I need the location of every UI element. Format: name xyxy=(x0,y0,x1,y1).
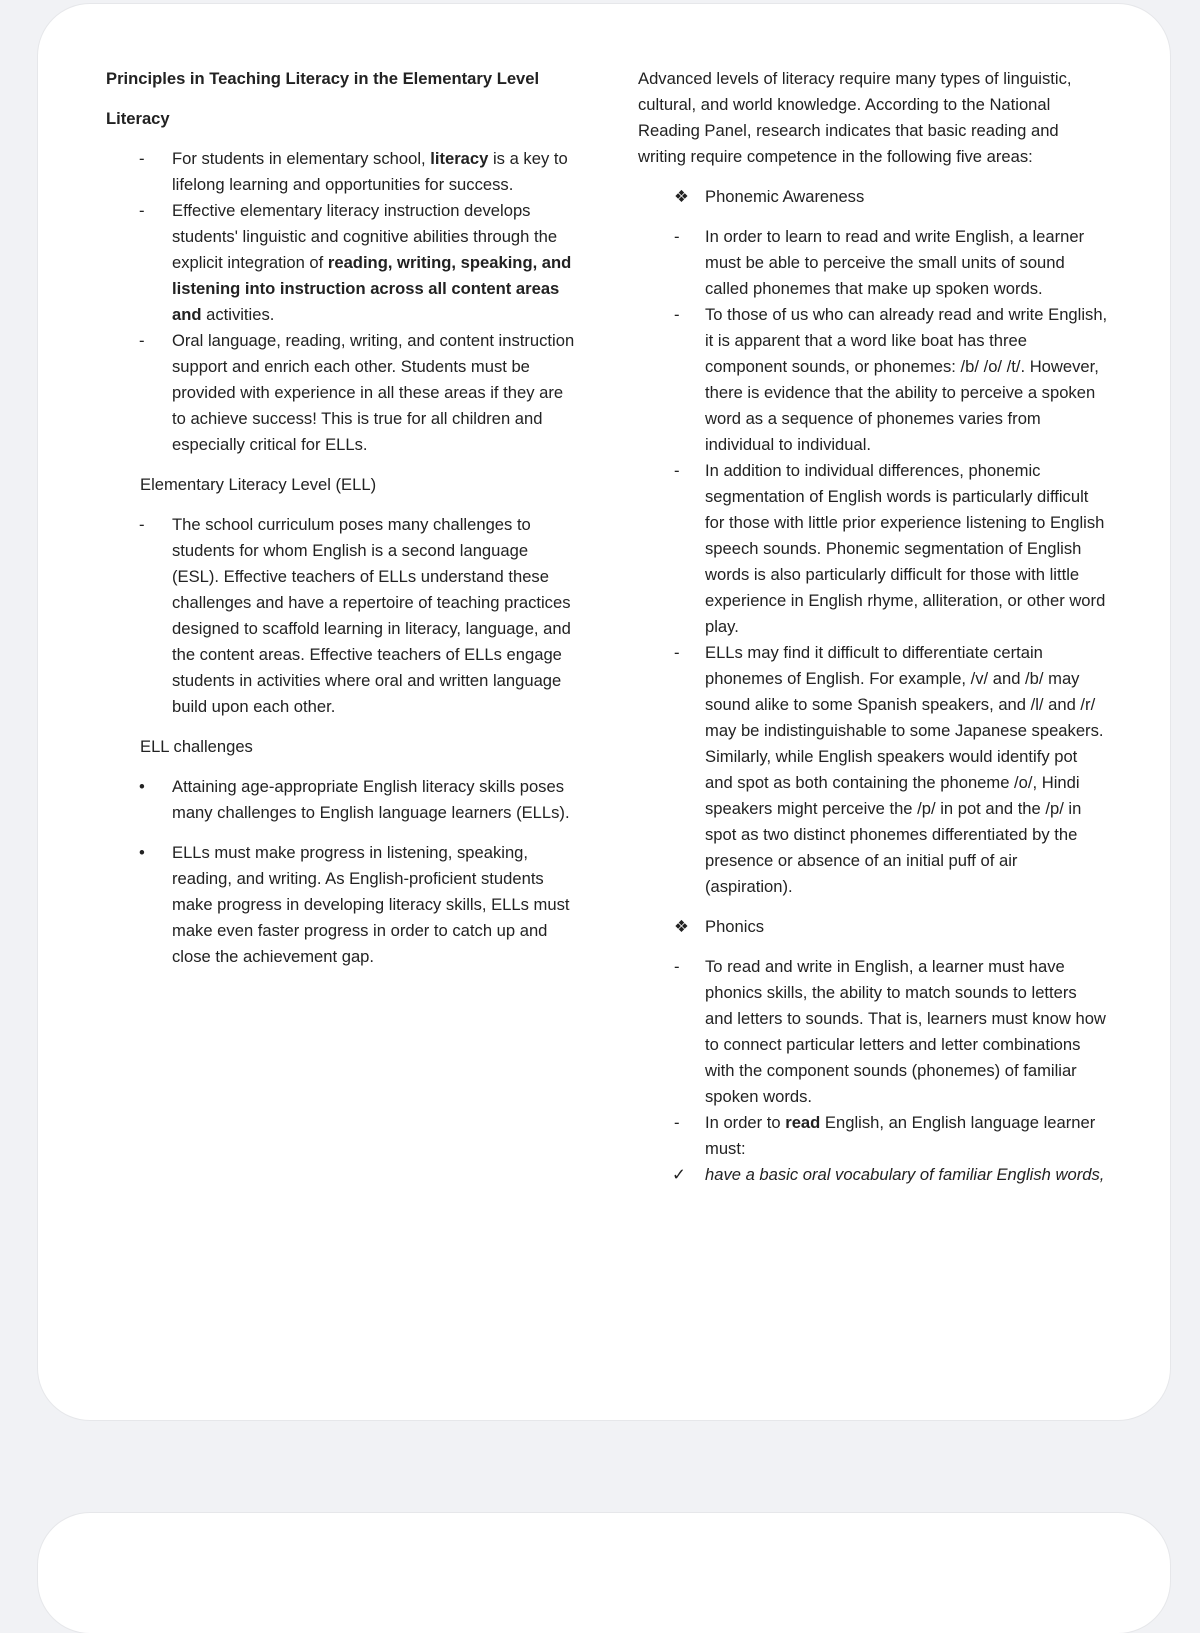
dash-marker: - xyxy=(674,305,680,324)
list-item: - In order to read English, an English language learner must: xyxy=(638,1110,1108,1162)
dash-marker: - xyxy=(674,461,680,480)
right-column xyxy=(638,66,1108,1188)
dash-marker: - xyxy=(674,227,680,246)
phonemic-awareness-heading: ❖ Phonemic Awareness xyxy=(638,184,1108,210)
list-item: - Effective elementary literacy instruction develops students' linguistic and cognitive abilities through the explicit integration of reading, writing, speaking, and listening into instruction across all content areas and activities. xyxy=(106,198,576,328)
diamond-icon: ❖ xyxy=(674,917,689,936)
list-item: - In order to learn to read and write English, a learner must be able to perceive the small units of sound called phonemes that make up spoken words. xyxy=(638,224,1108,302)
ell-challenges-list xyxy=(106,774,576,970)
list-item: • Attaining age-appropriate English literacy skills poses many challenges to English language learners (ELLs). xyxy=(106,774,576,826)
phonics-list xyxy=(638,954,1108,1162)
bullet-marker: • xyxy=(139,777,145,796)
document-title: Principles in Teaching Literacy in the Elementary Level xyxy=(106,69,540,88)
dash-marker: - xyxy=(139,149,145,168)
intro-paragraph: Advanced levels of literacy require many types of linguistic, cultural, and world knowledge. According to the National Reading Panel, research indicates that basic reading and writing require competence in the following five areas: xyxy=(638,69,1072,166)
dash-marker: - xyxy=(674,957,680,976)
list-item: - In addition to individual differences, phonemic segmentation of English words is particularly difficult for those with little prior experience listening to English speech sounds. Phonemic segmentation of English words is also particularly difficult for those with little experience in English rhyme, alliteration, or other word play. xyxy=(638,458,1108,640)
ell-list xyxy=(106,512,576,720)
dash-marker: - xyxy=(139,331,145,350)
list-item: - To those of us who can already read and write English, it is apparent that a word like boat has three component sounds, or phonemes: /b/ /o/ /t/. However, there is evidence that the ability to perceive a spoken word as a sequence of phonemes varies from individual to individual. xyxy=(638,302,1108,458)
left-column xyxy=(106,66,576,984)
dash-marker: - xyxy=(139,201,145,220)
list-item: - The school curriculum poses many challenges to students for whom English is a second language (ESL). Effective teachers of ELLs understand these challenges and have a repertoire of teaching practices designed to scaffold learning in literacy, language, and the content areas. Effective teachers of ELLs engage students in activities where oral and written language build upon each other. xyxy=(106,512,576,720)
literacy-list xyxy=(106,146,576,458)
list-item: - To read and write in English, a learner must have phonics skills, the ability to match sounds to letters and letters to sounds. That is, learners must know how to connect particular letters and letter combinations with the component sounds (phonemes) of familiar spoken words. xyxy=(638,954,1108,1110)
list-item: - For students in elementary school, literacy is a key to lifelong learning and opportunities for success. xyxy=(106,146,576,198)
ell-heading: Elementary Literacy Level (ELL) xyxy=(140,475,377,494)
dash-marker: - xyxy=(674,643,680,662)
ell-challenges-heading: ELL challenges xyxy=(140,737,253,756)
list-item: - ELLs may find it difficult to differentiate certain phonemes of English. For example, /v/ and /b/ may sound alike to some Spanish speakers, and /l/ and /r/ may be indistinguishable to some Japanese speakers. Similarly, while English speakers would identify pot and spot as both containing the phoneme /o/, Hindi speakers might perceive the /p/ in pot and the /p/ in spot as two distinct phonemes differentiated by the presence or absence of an initial puff of air (aspiration). xyxy=(638,640,1108,900)
phonemic-list xyxy=(638,224,1108,900)
list-item: - Oral language, reading, writing, and content instruction support and enrich each other. Students must be provided with experience in all these areas if they are to achieve success! This is true for all children and especially critical for ELLs. xyxy=(106,328,576,458)
check-list-item: ✓ have a basic oral vocabulary of familiar English words, xyxy=(638,1162,1108,1188)
literacy-heading: Literacy xyxy=(106,109,170,128)
check-icon: ✓ xyxy=(672,1165,686,1184)
document-page-2 xyxy=(38,1513,1170,1633)
dash-marker: - xyxy=(139,515,145,534)
bullet-marker: • xyxy=(139,843,145,862)
dash-marker: - xyxy=(674,1113,680,1132)
list-item: • ELLs must make progress in listening, speaking, reading, and writing. As English-proficient students make progress in developing literacy skills, ELLs must make even faster progress in order to catch up and close the achievement gap. xyxy=(106,840,576,970)
phonics-heading: ❖ Phonics xyxy=(638,914,1108,940)
diamond-icon: ❖ xyxy=(674,187,689,206)
